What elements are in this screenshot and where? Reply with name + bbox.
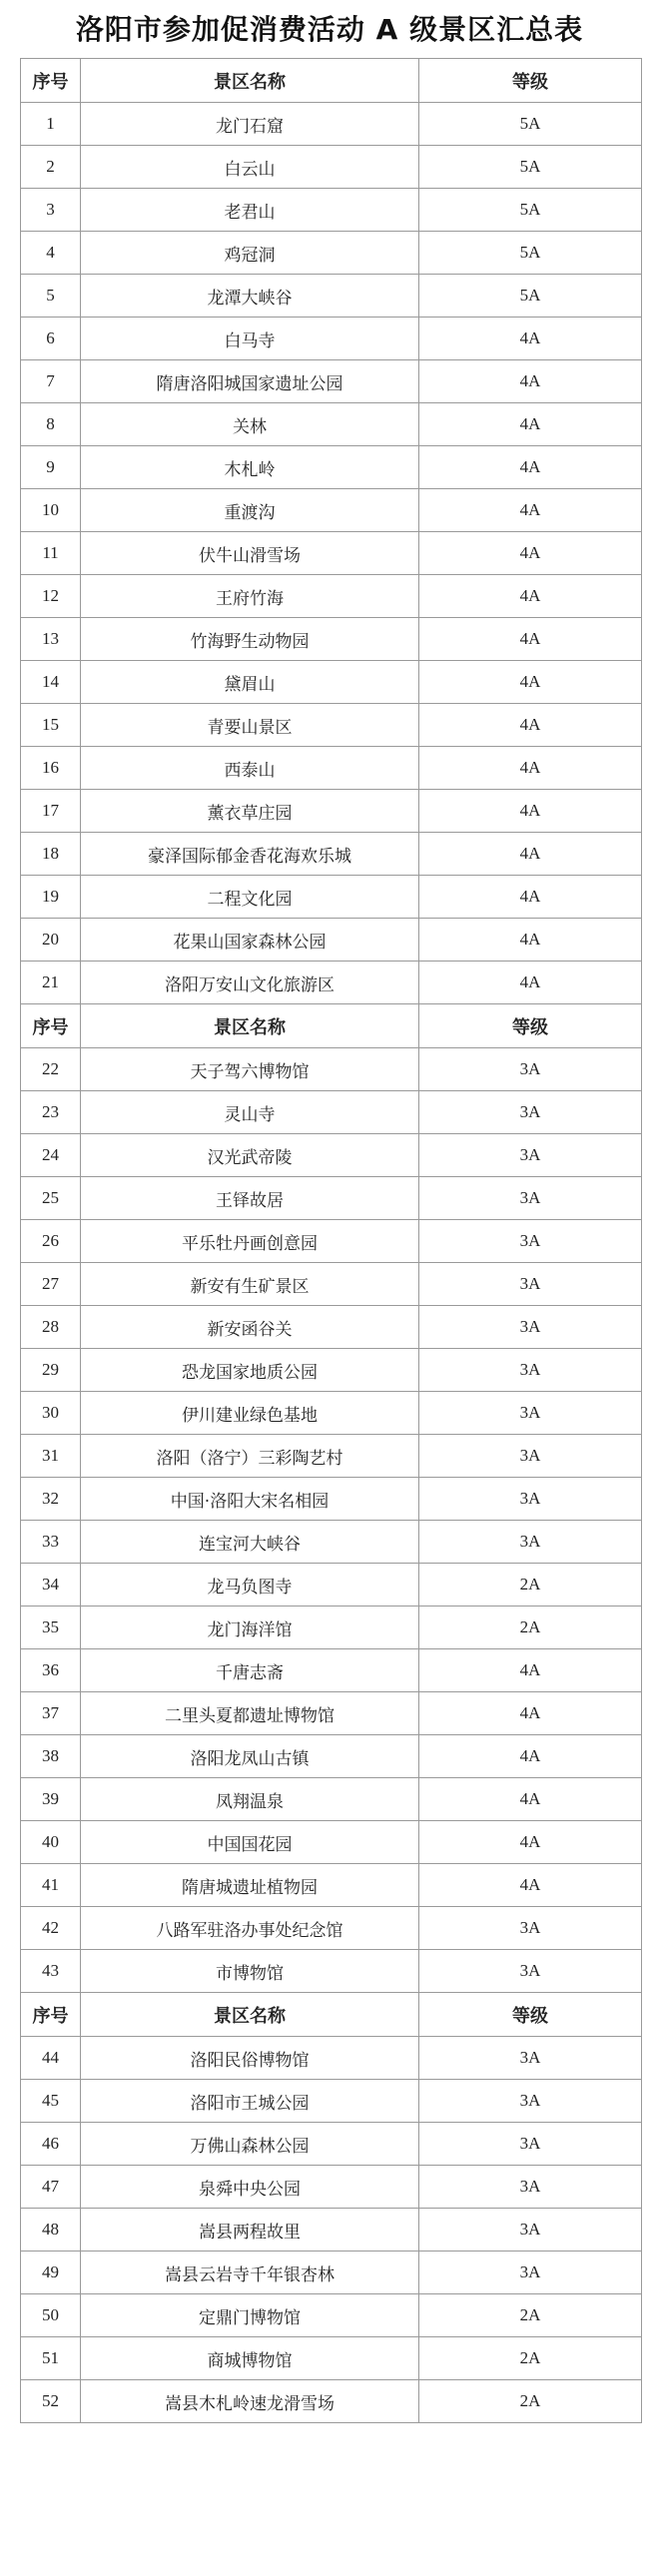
scenic-spot-grade: 5A (419, 103, 642, 146)
scenic-spot-grade: 4A (419, 360, 642, 403)
scenic-spot-name: 中国国花园 (81, 1821, 419, 1864)
table-row (21, 575, 642, 618)
scenic-spot-grade: 4A (419, 618, 642, 661)
row-number: 34 (21, 1564, 81, 1607)
scenic-spot-grade: 3A (419, 1263, 642, 1306)
scenic-spot-grade: 3A (419, 2252, 642, 2294)
scenic-spot-grade: 4A (419, 1649, 642, 1692)
table-row (21, 2209, 642, 2252)
table-row (21, 1478, 642, 1521)
scenic-spot-grade: 3A (419, 1048, 642, 1091)
table-row (21, 318, 642, 360)
scenic-spot-name: 豪泽国际郁金香花海欢乐城 (81, 833, 419, 876)
table-row (21, 189, 642, 232)
row-number: 33 (21, 1521, 81, 1564)
table-row (21, 661, 642, 704)
row-number: 26 (21, 1220, 81, 1263)
header-no: 序号 (21, 1993, 81, 2037)
header-no: 序号 (21, 1004, 81, 1048)
table-row (21, 275, 642, 318)
scenic-spot-name: 商城博物馆 (81, 2337, 419, 2380)
row-number: 27 (21, 1263, 81, 1306)
row-number: 35 (21, 1607, 81, 1649)
scenic-spot-grade: 3A (419, 2123, 642, 2166)
scenic-spot-grade: 4A (419, 318, 642, 360)
table-row (21, 2380, 642, 2423)
table-row (21, 1392, 642, 1435)
scenic-spot-grade: 4A (419, 661, 642, 704)
scenic-spot-grade: 4A (419, 446, 642, 489)
scenic-spot-name: 重渡沟 (81, 489, 419, 532)
scenic-spot-name: 洛阳民俗博物馆 (81, 2037, 419, 2080)
table-row (21, 747, 642, 790)
scenic-spot-grade: 3A (419, 1950, 642, 1993)
scenic-spot-grade: 3A (419, 1134, 642, 1177)
table-row (21, 2337, 642, 2380)
scenic-spot-grade: 4A (419, 704, 642, 747)
table-row (21, 618, 642, 661)
scenic-spot-name: 龙马负图寺 (81, 1564, 419, 1607)
scenic-spot-grade: 4A (419, 1821, 642, 1864)
scenic-spot-name: 洛阳万安山文化旅游区 (81, 962, 419, 1004)
table-row (21, 1349, 642, 1392)
scenic-spot-name: 西泰山 (81, 747, 419, 790)
header-grade: 等级 (419, 59, 642, 103)
scenic-spot-name: 关林 (81, 403, 419, 446)
table-row (21, 2252, 642, 2294)
row-number: 17 (21, 790, 81, 833)
row-number: 37 (21, 1692, 81, 1735)
scenic-spot-grade: 4A (419, 1735, 642, 1778)
scenic-spot-grade: 4A (419, 532, 642, 575)
scenic-spot-grade: 4A (419, 962, 642, 1004)
scenic-spot-name: 嵩县云岩寺千年银杏林 (81, 2252, 419, 2294)
table-row (21, 403, 642, 446)
scenic-spot-name: 洛阳（洛宁）三彩陶艺村 (81, 1435, 419, 1478)
row-number: 49 (21, 2252, 81, 2294)
scenic-spot-name: 木札岭 (81, 446, 419, 489)
scenic-spot-grade: 3A (419, 2037, 642, 2080)
table-row (21, 1649, 642, 1692)
table-row (21, 790, 642, 833)
scenic-spot-grade: 3A (419, 1220, 642, 1263)
scenic-spot-name: 凤翔温泉 (81, 1778, 419, 1821)
header-grade: 等级 (419, 1004, 642, 1048)
row-number: 13 (21, 618, 81, 661)
scenic-spot-grade: 4A (419, 790, 642, 833)
table-row (21, 232, 642, 275)
scenic-spot-name: 白马寺 (81, 318, 419, 360)
table-row (21, 1521, 642, 1564)
header-name: 景区名称 (81, 1004, 419, 1048)
row-number: 20 (21, 919, 81, 962)
scenic-spot-name: 洛阳市王城公园 (81, 2080, 419, 2123)
row-number: 42 (21, 1907, 81, 1950)
table-row (21, 1864, 642, 1907)
row-number: 19 (21, 876, 81, 919)
row-number: 50 (21, 2294, 81, 2337)
scenic-spot-name: 嵩县两程故里 (81, 2209, 419, 2252)
row-number: 8 (21, 403, 81, 446)
table-row (21, 1692, 642, 1735)
scenic-spot-grade: 4A (419, 919, 642, 962)
table-row (21, 1134, 642, 1177)
table-row (21, 1607, 642, 1649)
scenic-spot-name: 中国·洛阳大宋名相园 (81, 1478, 419, 1521)
row-number: 5 (21, 275, 81, 318)
scenic-spot-name: 王府竹海 (81, 575, 419, 618)
scenic-spot-name: 花果山国家森林公园 (81, 919, 419, 962)
scenic-spot-name: 定鼎门博物馆 (81, 2294, 419, 2337)
table-row (21, 962, 642, 1004)
row-number: 30 (21, 1392, 81, 1435)
scenic-spot-grade: 4A (419, 1692, 642, 1735)
scenic-spot-grade: 3A (419, 1177, 642, 1220)
table-row (21, 1778, 642, 1821)
scenic-spot-name: 万佛山森林公园 (81, 2123, 419, 2166)
scenic-spot-grade: 3A (419, 2166, 642, 2209)
table-row (21, 919, 642, 962)
scenic-spot-name: 天子驾六博物馆 (81, 1048, 419, 1091)
row-number: 3 (21, 189, 81, 232)
row-number: 46 (21, 2123, 81, 2166)
scenic-spot-name: 鸡冠洞 (81, 232, 419, 275)
row-number: 38 (21, 1735, 81, 1778)
row-number: 4 (21, 232, 81, 275)
scenic-spot-name: 青要山景区 (81, 704, 419, 747)
row-number: 21 (21, 962, 81, 1004)
scenic-spot-grade: 5A (419, 189, 642, 232)
scenic-spot-grade: 4A (419, 833, 642, 876)
row-number: 31 (21, 1435, 81, 1478)
table-row (21, 1091, 642, 1134)
scenic-spot-name: 白云山 (81, 146, 419, 189)
scenic-spot-name: 平乐牡丹画创意园 (81, 1220, 419, 1263)
row-number: 14 (21, 661, 81, 704)
scenic-spot-grade: 5A (419, 146, 642, 189)
row-number: 40 (21, 1821, 81, 1864)
row-number: 23 (21, 1091, 81, 1134)
scenic-spot-grade: 4A (419, 575, 642, 618)
row-number: 39 (21, 1778, 81, 1821)
scenic-spot-grade: 3A (419, 1478, 642, 1521)
table-row (21, 1821, 642, 1864)
page-title: 洛阳市参加促消费活动 A 级景区汇总表 (75, 13, 584, 46)
scenic-spot-grade: 4A (419, 747, 642, 790)
scenic-spot-grade: 3A (419, 1392, 642, 1435)
row-number: 6 (21, 318, 81, 360)
scenic-spot-grade: 5A (419, 232, 642, 275)
row-number: 48 (21, 2209, 81, 2252)
row-number: 43 (21, 1950, 81, 1993)
scenic-spot-name: 新安函谷关 (81, 1306, 419, 1349)
row-number: 45 (21, 2080, 81, 2123)
scenic-spot-grade: 3A (419, 1306, 642, 1349)
scenic-spot-name: 恐龙国家地质公园 (81, 1349, 419, 1392)
scenic-spot-name: 泉舜中央公园 (81, 2166, 419, 2209)
scenic-spot-name: 老君山 (81, 189, 419, 232)
scenic-spot-grade: 3A (419, 1435, 642, 1478)
table-row (21, 1306, 642, 1349)
scenic-spot-grade: 3A (419, 2209, 642, 2252)
scenic-spot-name: 灵山寺 (81, 1091, 419, 1134)
table-row (21, 489, 642, 532)
row-number: 22 (21, 1048, 81, 1091)
row-number: 51 (21, 2337, 81, 2380)
row-number: 24 (21, 1134, 81, 1177)
scenic-spot-table (20, 58, 642, 2423)
row-number: 16 (21, 747, 81, 790)
scenic-spot-grade: 3A (419, 1349, 642, 1392)
scenic-spot-name: 汉光武帝陵 (81, 1134, 419, 1177)
scenic-spot-name: 竹海野生动物园 (81, 618, 419, 661)
table-header-row (21, 59, 642, 103)
scenic-spot-grade: 4A (419, 1778, 642, 1821)
scenic-spot-grade: 4A (419, 403, 642, 446)
table-row (21, 360, 642, 403)
row-number: 11 (21, 532, 81, 575)
scenic-spot-grade: 2A (419, 2294, 642, 2337)
row-number: 1 (21, 103, 81, 146)
scenic-spot-grade: 2A (419, 1564, 642, 1607)
scenic-spot-name: 嵩县木札岭速龙滑雪场 (81, 2380, 419, 2423)
header-name: 景区名称 (81, 1993, 419, 2037)
scenic-spot-name: 新安有生矿景区 (81, 1263, 419, 1306)
scenic-spot-grade: 3A (419, 1907, 642, 1950)
scenic-spot-grade: 4A (419, 489, 642, 532)
row-number: 12 (21, 575, 81, 618)
table-body (21, 59, 642, 2423)
table-row (21, 2294, 642, 2337)
scenic-spot-grade: 3A (419, 2080, 642, 2123)
scenic-spot-name: 二里头夏都遗址博物馆 (81, 1692, 419, 1735)
scenic-spot-grade: 2A (419, 1607, 642, 1649)
row-number: 9 (21, 446, 81, 489)
table-header-row (21, 1004, 642, 1048)
scenic-spot-name: 龙门海洋馆 (81, 1607, 419, 1649)
scenic-spot-grade: 3A (419, 1521, 642, 1564)
row-number: 10 (21, 489, 81, 532)
table-row (21, 1263, 642, 1306)
table-row (21, 1435, 642, 1478)
table-row (21, 1950, 642, 1993)
scenic-spot-name: 黛眉山 (81, 661, 419, 704)
table-row (21, 103, 642, 146)
scenic-spot-grade: 4A (419, 876, 642, 919)
scenic-spot-name: 伊川建业绿色基地 (81, 1392, 419, 1435)
scenic-spot-name: 洛阳龙凤山古镇 (81, 1735, 419, 1778)
row-number: 44 (21, 2037, 81, 2080)
scenic-spot-grade: 5A (419, 275, 642, 318)
scenic-spot-name: 隋唐洛阳城国家遗址公园 (81, 360, 419, 403)
row-number: 41 (21, 1864, 81, 1907)
table-row (21, 876, 642, 919)
row-number: 28 (21, 1306, 81, 1349)
scenic-spot-name: 龙潭大峡谷 (81, 275, 419, 318)
table-row (21, 532, 642, 575)
scenic-spot-name: 市博物馆 (81, 1950, 419, 1993)
row-number: 7 (21, 360, 81, 403)
header-no: 序号 (21, 59, 81, 103)
table-row (21, 1220, 642, 1263)
scenic-spot-grade: 2A (419, 2380, 642, 2423)
table-row (21, 1907, 642, 1950)
scenic-spot-name: 八路军驻洛办事处纪念馆 (81, 1907, 419, 1950)
scenic-spot-name: 薰衣草庄园 (81, 790, 419, 833)
table-row (21, 2166, 642, 2209)
table-row (21, 1564, 642, 1607)
table-row (21, 1735, 642, 1778)
row-number: 32 (21, 1478, 81, 1521)
scenic-spot-name: 连宝河大峡谷 (81, 1521, 419, 1564)
table-row (21, 146, 642, 189)
scenic-spot-name: 二程文化园 (81, 876, 419, 919)
scenic-spot-name: 王铎故居 (81, 1177, 419, 1220)
header-grade: 等级 (419, 1993, 642, 2037)
table-row (21, 2037, 642, 2080)
table-row (21, 446, 642, 489)
row-number: 29 (21, 1349, 81, 1392)
table-row (21, 704, 642, 747)
table-row (21, 2123, 642, 2166)
scenic-spot-name: 龙门石窟 (81, 103, 419, 146)
table-row (21, 833, 642, 876)
table-row (21, 1048, 642, 1091)
row-number: 52 (21, 2380, 81, 2423)
scenic-spot-grade: 4A (419, 1864, 642, 1907)
scenic-spot-grade: 3A (419, 1091, 642, 1134)
row-number: 15 (21, 704, 81, 747)
row-number: 2 (21, 146, 81, 189)
row-number: 36 (21, 1649, 81, 1692)
scenic-spot-name: 伏牛山滑雪场 (81, 532, 419, 575)
scenic-spot-name: 千唐志斋 (81, 1649, 419, 1692)
row-number: 18 (21, 833, 81, 876)
scenic-spot-name: 隋唐城遗址植物园 (81, 1864, 419, 1907)
table-row (21, 2080, 642, 2123)
table-header-row (21, 1993, 642, 2037)
scenic-spot-grade: 2A (419, 2337, 642, 2380)
table-row (21, 1177, 642, 1220)
row-number: 25 (21, 1177, 81, 1220)
row-number: 47 (21, 2166, 81, 2209)
header-name: 景区名称 (81, 59, 419, 103)
